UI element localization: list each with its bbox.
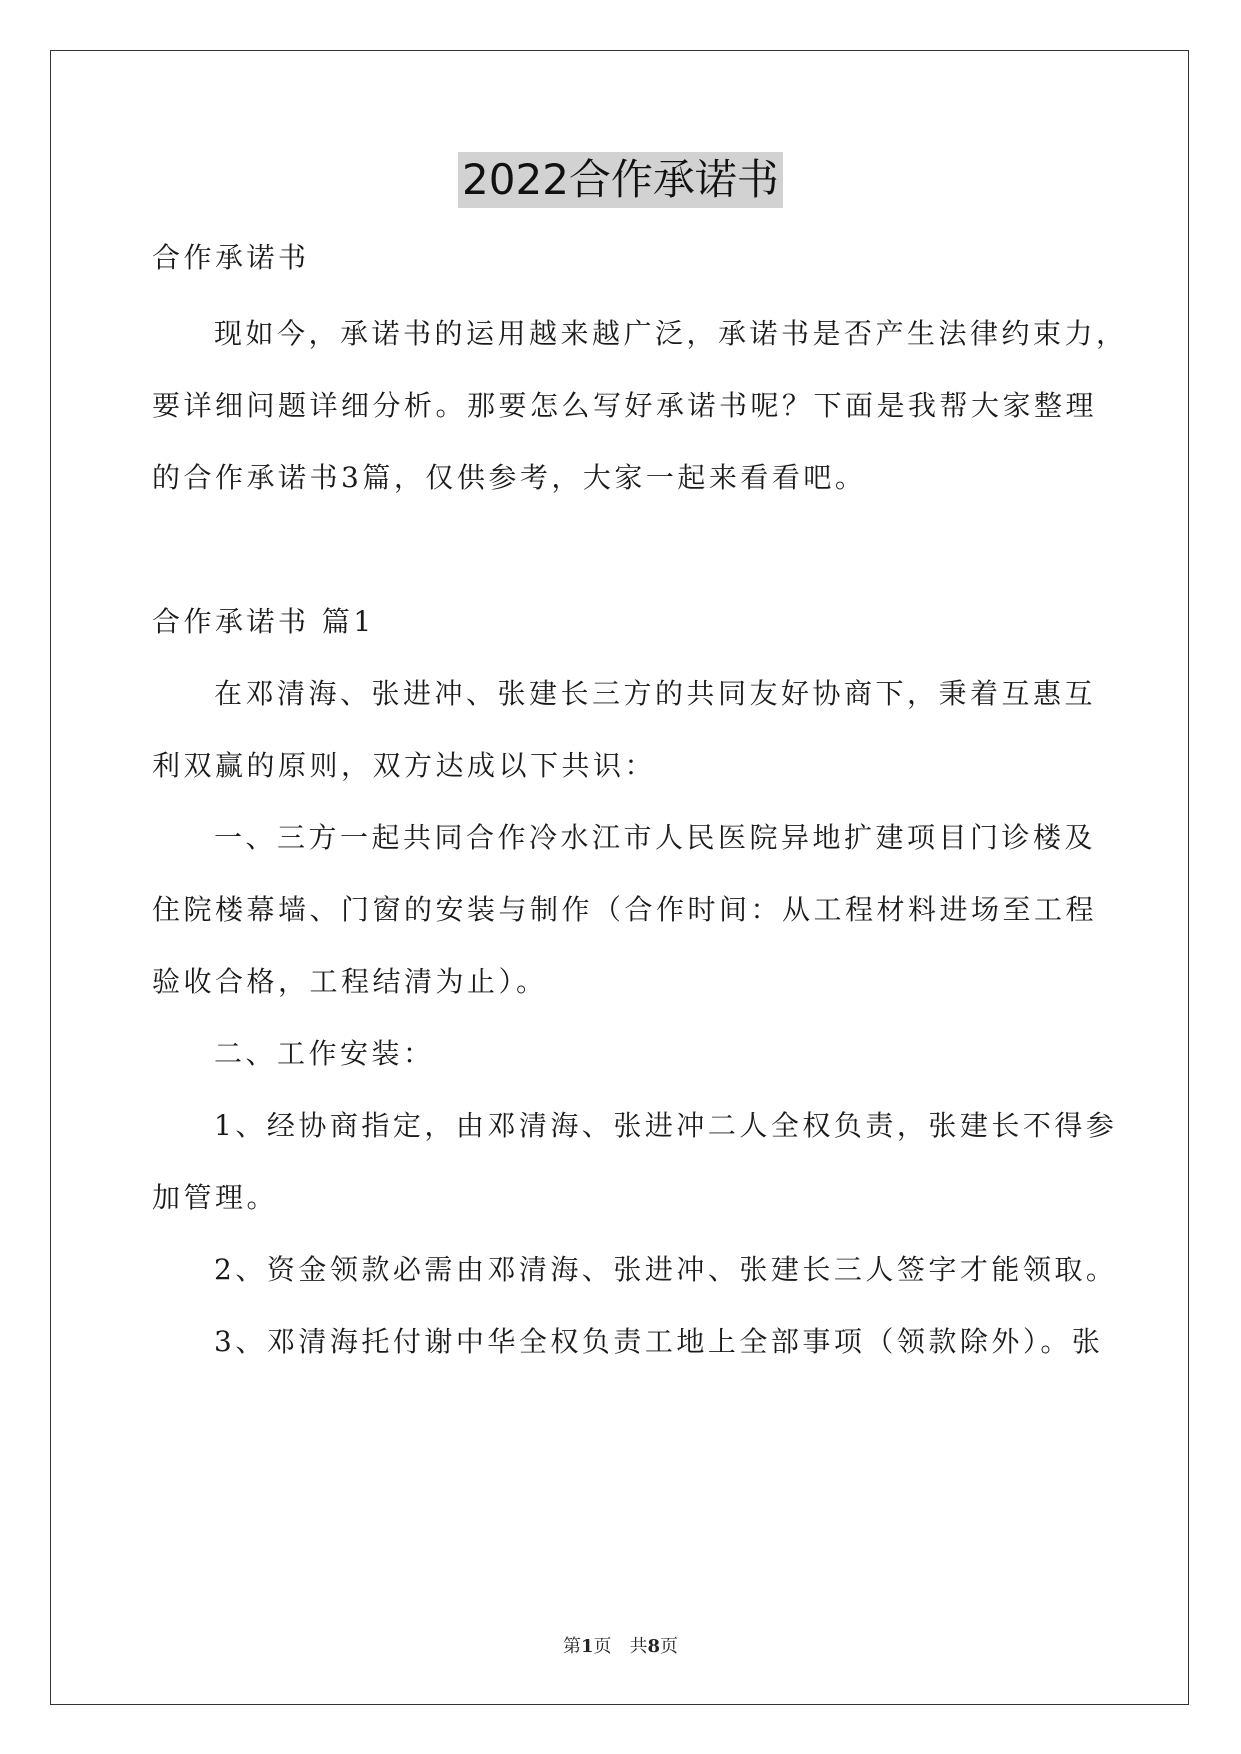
- paragraph-line: 一、三方一起共同合作冷水江市人民医院异地扩建项目门诊楼及: [214, 821, 1097, 854]
- footer-prefix: 第: [562, 1636, 581, 1657]
- footer-suffix: 页: [660, 1636, 679, 1657]
- paragraph-line: 3、邓清海托付谢中华全权负责工地上全部事项（领款除外）。张: [214, 1325, 1104, 1358]
- section-heading: 合作承诺书: [152, 241, 310, 274]
- paragraph-line: 2、资金领款必需由邓清海、张进冲、张建长三人签字才能领取。: [214, 1253, 1118, 1286]
- section-heading: 合作承诺书 篇1: [152, 605, 375, 638]
- paragraph-line: 住院楼幕墙、门窗的安装与制作（合作时间：从工程材料进场至工程: [152, 893, 1098, 926]
- paragraph-line: 1、经协商指定，由邓清海、张进冲二人全权负责，张建长不得参: [214, 1109, 1118, 1142]
- page-border: [50, 50, 1189, 1705]
- paragraph-line: 现如今，承诺书的运用越来越广泛，承诺书是否产生法律约束力，: [214, 317, 1128, 350]
- paragraph-line: 要详细问题详细分析。那要怎么写好承诺书呢？下面是我帮大家整理: [152, 389, 1098, 422]
- paragraph-line: 在邓清海、张进冲、张建长三方的共同友好协商下，秉着互惠互: [214, 677, 1097, 710]
- paragraph-line: 加管理。: [152, 1181, 279, 1214]
- paragraph-line: 的合作承诺书3篇，仅供参考，大家一起来看看吧。: [152, 461, 867, 494]
- paragraph-line: 二、工作安装：: [214, 1037, 435, 1070]
- paragraph-line: 验收合格，工程结清为止）。: [152, 965, 548, 998]
- total-page-number: 8: [647, 1636, 661, 1657]
- footer-middle: 页 共: [593, 1636, 648, 1657]
- paragraph-line: 利双赢的原则，双方达成以下共识：: [152, 749, 657, 782]
- current-page-number: 1: [580, 1636, 594, 1657]
- title-container: [0, 152, 1241, 208]
- document-title: 2022合作承诺书: [458, 152, 783, 208]
- page-number-footer: [0, 1632, 1241, 1658]
